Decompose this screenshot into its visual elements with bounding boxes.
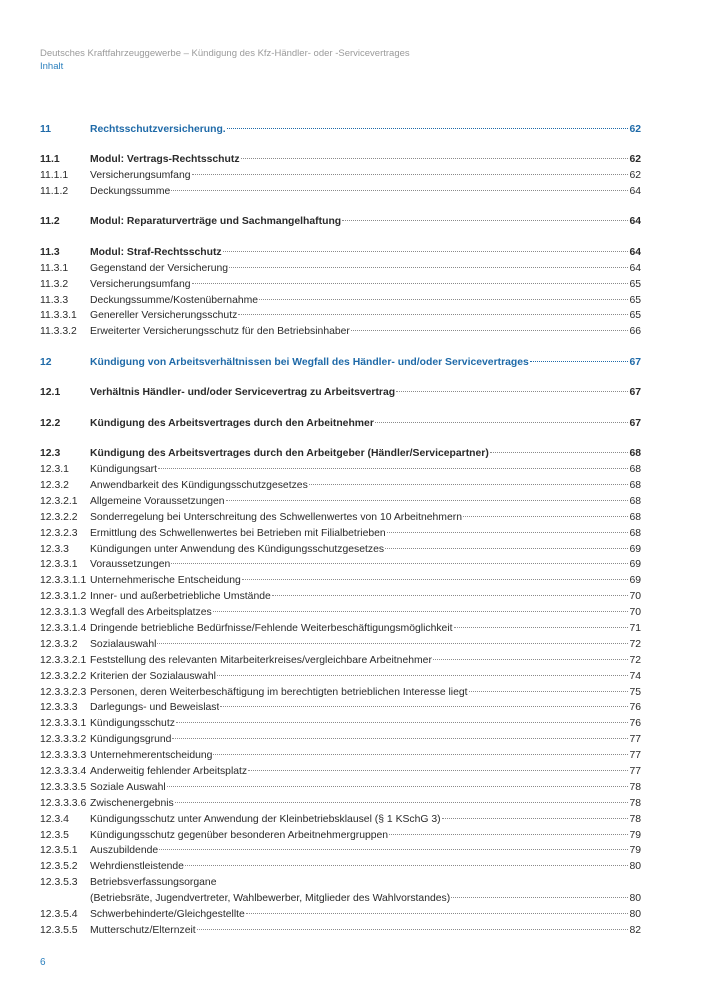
- toc-entry[interactable]: [40, 357, 641, 373]
- toc-entry-page: 71: [629, 623, 641, 635]
- toc-entry-number: 12: [40, 356, 52, 368]
- toc-entry[interactable]: [40, 247, 641, 263]
- toc-entry[interactable]: [40, 216, 641, 232]
- toc-leader-dots: [171, 190, 628, 191]
- toc-entry-number: 12.3.3: [40, 543, 69, 555]
- toc-leader-dots: [175, 802, 629, 803]
- toc-entry-number: 11.3.2: [40, 278, 69, 290]
- toc-entry-title: Rechtsschutzversicherung.: [90, 123, 226, 135]
- toc-entry-title: Wehrdienstleistende: [90, 861, 184, 873]
- toc-entry-title: Soziale Auswahl: [90, 781, 166, 793]
- toc-entry-number: 12.2: [40, 417, 61, 429]
- toc-leader-dots: [185, 865, 628, 866]
- toc-entry[interactable]: [40, 575, 641, 591]
- toc-entry-number: 11.3.3.2: [40, 326, 77, 338]
- toc-entry-page: 80: [629, 893, 641, 905]
- toc-entry[interactable]: [40, 750, 641, 766]
- toc-leader-dots: [197, 929, 629, 930]
- toc-entry[interactable]: [40, 671, 641, 687]
- toc-entry-number: 12.3.2.3: [40, 527, 78, 539]
- toc-entry-page: 62: [629, 154, 641, 166]
- toc-entry[interactable]: [40, 814, 641, 830]
- toc-entry[interactable]: [40, 830, 641, 846]
- toc-entry[interactable]: [40, 464, 641, 480]
- section-label: Inhalt: [40, 61, 64, 72]
- toc-entry[interactable]: [40, 655, 641, 671]
- toc-entry[interactable]: [40, 186, 641, 202]
- toc-entry[interactable]: [40, 544, 641, 560]
- toc-entry-page: 80: [629, 861, 641, 873]
- toc-entry-page: 64: [629, 216, 641, 228]
- toc-leader-dots: [454, 627, 629, 628]
- toc-entry-title: Personen, deren Weiterbeschäftigung im berechtigten betrieblichen Interesse liegt: [90, 686, 468, 698]
- toc-leader-dots: [241, 158, 629, 159]
- toc-entry-number: 12.3.5.2: [40, 861, 78, 873]
- toc-entry-title: Inner- und außerbetriebliche Umstände: [90, 591, 271, 603]
- toc-entry-page: 66: [629, 326, 641, 338]
- toc-entry-title: Kündigungsart: [90, 464, 158, 476]
- toc-entry[interactable]: [40, 702, 641, 718]
- toc-entry-title: Mutterschutz/Elternzeit: [90, 924, 196, 936]
- toc-entry-title: Kündigungsschutz unter Anwendung der Kleinbetriebsklausel (§ 1 KSchG 3): [90, 813, 441, 825]
- toc-leader-dots: [342, 220, 628, 221]
- toc-entry[interactable]: [40, 124, 641, 140]
- toc-entry-page: 67: [629, 356, 641, 368]
- toc-leader-dots: [227, 128, 629, 129]
- toc-entry[interactable]: [40, 639, 641, 655]
- toc-entry-title: Schwerbehinderte/Gleichgestellte: [90, 909, 245, 921]
- toc-entry-title: Allgemeine Voraussetzungen: [90, 495, 225, 507]
- toc-entry[interactable]: [40, 845, 641, 861]
- toc-entry-title: Sozialauswahl: [90, 638, 157, 650]
- toc-entry-page: 64: [629, 246, 641, 258]
- toc-entry-page: 69: [629, 559, 641, 571]
- toc-entry-number: 12.3.3.1.1: [40, 575, 87, 587]
- toc-leader-dots: [167, 786, 629, 787]
- toc-entry-number: 12.3: [40, 448, 61, 460]
- toc-entry-number: 12.3.3.1: [40, 559, 78, 571]
- toc-entry[interactable]: [40, 893, 641, 909]
- toc-entry[interactable]: [40, 718, 641, 734]
- page-header: [40, 47, 410, 73]
- toc-entry-page: 69: [629, 543, 641, 555]
- toc-entry-number: 11.1: [40, 154, 60, 166]
- toc-leader-dots: [220, 706, 628, 707]
- toc-entry-title: Darlegungs- und Beweislast: [90, 702, 220, 714]
- toc-entry-page: 68: [629, 464, 641, 476]
- toc-entry[interactable]: [40, 263, 641, 279]
- toc-leader-dots: [171, 563, 628, 564]
- toc-entry-page: 79: [629, 829, 641, 841]
- toc-entry[interactable]: [40, 798, 641, 814]
- toc-entry-number: 12.3.3.3.4: [40, 766, 87, 778]
- toc-entry-title: Kündigung des Arbeitsvertrages durch den Arbeitnehmer: [90, 417, 374, 429]
- toc-entry-page: 79: [629, 845, 641, 857]
- toc-entry[interactable]: [40, 687, 641, 703]
- toc-leader-dots: [272, 595, 629, 596]
- toc-entry-page: 77: [629, 766, 641, 778]
- toc-entry-number: 12.3.2.2: [40, 511, 78, 523]
- toc-entry[interactable]: [40, 387, 641, 403]
- toc-entry-title: Deckungssumme: [90, 185, 171, 197]
- toc-entry[interactable]: [40, 295, 641, 311]
- toc-leader-dots: [259, 299, 628, 300]
- toc-entry-number: 12.3.5: [40, 829, 69, 841]
- toc-entry-page: 62: [629, 169, 641, 181]
- toc-entry-title: Unternehmerentscheidung: [90, 750, 213, 762]
- toc-entry[interactable]: [40, 448, 641, 464]
- toc-leader-dots: [158, 468, 628, 469]
- toc-entry-number: 12.3.3.2.3: [40, 686, 87, 698]
- toc-entry-number: 11.3.3.1: [40, 310, 77, 322]
- toc-entry[interactable]: [40, 512, 641, 528]
- toc-entry-number: 12.3.3.1.4: [40, 623, 87, 635]
- toc-entry-number: 12.3.5.1: [40, 845, 78, 857]
- toc-entry-number: 12.3.3.2.1: [40, 654, 87, 666]
- toc-entry-number: 12.3.2: [40, 480, 69, 491]
- toc-entry-title: Kündigungsschutz: [90, 718, 175, 730]
- toc-leader-dots: [226, 500, 629, 501]
- toc-entry[interactable]: [40, 480, 641, 496]
- toc-entry-number: 12.3.1: [40, 464, 69, 476]
- toc-leader-dots: [172, 738, 628, 739]
- table-of-contents: [40, 109, 641, 941]
- toc-entry-number: 12.3.4: [40, 813, 69, 825]
- toc-entry-page: 77: [629, 750, 641, 762]
- toc-entry-title: Kündigungsgrund: [90, 734, 172, 746]
- toc-entry-page: 78: [629, 797, 641, 809]
- toc-entry-page: 65: [629, 278, 641, 290]
- toc-leader-dots: [242, 579, 629, 580]
- toc-entry-title: Ermittlung des Schwellenwertes bei Betrieben mit Filialbetrieben: [90, 527, 386, 539]
- toc-entry-title: (Betriebsräte, Jugendvertreter, Wahlbewerber, Mitglieder des Wahlvorstandes): [90, 893, 451, 905]
- toc-entry-page: 68: [629, 511, 641, 523]
- toc-entry-title: Gegenstand der Versicherung: [90, 262, 229, 274]
- toc-entry-page: 72: [629, 638, 641, 650]
- toc-entry-title: Kündigung des Arbeitsvertrages durch den Arbeitgeber (Händler/Servicepartner): [90, 448, 489, 460]
- toc-entry-page: 80: [629, 909, 641, 921]
- toc-entry-title: Versicherungsumfang: [90, 278, 191, 290]
- toc-entry-title: Erweiterter Versicherungsschutz für den Betriebsinhaber: [90, 326, 350, 338]
- toc-entry-page: 64: [629, 185, 641, 197]
- toc-leader-dots: [213, 754, 628, 755]
- toc-entry[interactable]: [40, 326, 641, 342]
- toc-entry-page: 74: [629, 670, 641, 682]
- toc-entry-title: Voraussetzungen: [90, 559, 171, 571]
- toc-leader-dots: [238, 314, 628, 315]
- toc-leader-dots: [351, 330, 629, 331]
- toc-entry-title: Versicherungsumfang: [90, 169, 191, 181]
- toc-entry[interactable]: [40, 528, 641, 544]
- toc-entry[interactable]: [40, 170, 641, 186]
- toc-leader-dots: [387, 532, 629, 533]
- toc-leader-dots: [157, 643, 628, 644]
- toc-entry-number: 12.3.3.3.1: [40, 718, 87, 730]
- toc-entry-page: 78: [629, 781, 641, 793]
- toc-entry-title: Feststellung des relevanten Mitarbeiterkreises/vergleichbare Arbeitnehmer: [90, 654, 432, 666]
- toc-entry[interactable]: [40, 877, 641, 893]
- toc-entry-number: 12.3.3.3.6: [40, 797, 87, 809]
- toc-entry[interactable]: [40, 279, 641, 295]
- toc-entry-page: 68: [629, 448, 641, 460]
- toc-entry-page: 67: [629, 417, 641, 429]
- toc-entry-number: 12.3.3.1.2: [40, 591, 87, 603]
- toc-entry[interactable]: [40, 559, 641, 575]
- toc-entry-number: 11.2: [40, 216, 60, 228]
- toc-leader-dots: [463, 516, 628, 517]
- toc-entry-title: Kündigung von Arbeitsverhältnissen bei Wegfall des Händler- und/oder Servicevertrages: [90, 356, 529, 368]
- toc-entry-number: 12.3.5.3: [40, 877, 78, 889]
- toc-leader-dots: [469, 691, 629, 692]
- toc-entry-number: 12.3.3.3.5: [40, 781, 87, 793]
- toc-entry[interactable]: [40, 310, 641, 326]
- toc-entry-page: 78: [629, 813, 641, 825]
- toc-leader-dots: [385, 548, 628, 549]
- toc-entry-number: 11.3: [40, 246, 60, 258]
- toc-entry[interactable]: [40, 782, 641, 798]
- toc-entry[interactable]: [40, 591, 641, 607]
- toc-entry-title: Deckungssumme/Kostenübernahme: [90, 294, 259, 306]
- toc-entry-page: 76: [629, 702, 641, 714]
- toc-leader-dots: [246, 913, 629, 914]
- toc-entry-page: 68: [629, 495, 641, 507]
- toc-entry-number: 12.3.3.2.2: [40, 670, 87, 682]
- toc-leader-dots: [389, 834, 628, 835]
- toc-entry-number: 12.3.3.3: [40, 702, 78, 714]
- toc-entry-page: 77: [629, 734, 641, 746]
- toc-entry-page: 65: [629, 310, 641, 322]
- toc-entry-title: Anwendbarkeit des Kündigungsschutzgesetzes: [90, 480, 308, 491]
- toc-entry-title: Modul: Straf-Rechtsschutz: [90, 246, 222, 258]
- toc-entry-number: 11.3.1: [40, 262, 69, 274]
- toc-entry-number: 12.3.3.3.3: [40, 750, 87, 762]
- toc-leader-dots: [213, 611, 629, 612]
- toc-leader-dots: [433, 659, 629, 660]
- toc-entry-page: 64: [629, 262, 641, 274]
- toc-entry-number: 12.3.3.3.2: [40, 734, 87, 746]
- toc-entry-title: Kündigungen unter Anwendung des Kündigungsschutzgesetzes: [90, 543, 385, 555]
- toc-leader-dots: [176, 722, 629, 723]
- toc-entry-title: Genereller Versicherungsschutz: [90, 310, 238, 322]
- toc-entry-page: 76: [629, 718, 641, 730]
- toc-entry-title: Zwischenergebnis: [90, 797, 174, 809]
- toc-entry[interactable]: [40, 766, 641, 782]
- toc-entry-page: 68: [629, 480, 641, 491]
- toc-entry-title: Dringende betriebliche Bedürfnisse/Fehlende Weiterbeschäftigungsmöglichkeit: [90, 623, 453, 635]
- toc-entry-title: Auszubildende: [90, 845, 159, 857]
- toc-entry-page: 75: [629, 686, 641, 698]
- toc-entry-page: 82: [629, 924, 641, 936]
- toc-entry-title: Verhältnis Händler- und/oder Servicevertrag zu Arbeitsvertrag: [90, 387, 396, 399]
- toc-leader-dots: [192, 174, 629, 175]
- toc-entry-number: 12.3.2.1: [40, 495, 78, 507]
- toc-entry-number: 12.1: [40, 387, 61, 399]
- toc-entry[interactable]: [40, 734, 641, 750]
- toc-leader-dots: [192, 283, 629, 284]
- page-number: 6: [40, 957, 46, 968]
- toc-entry-number: 11: [40, 123, 51, 135]
- toc-leader-dots: [530, 361, 629, 362]
- toc-entry-number: 12.3.3.2: [40, 638, 78, 650]
- toc-entry-title: Anderweitig fehlender Arbeitsplatz: [90, 766, 248, 778]
- toc-entry-title: Betriebsverfassungsorgane: [90, 877, 217, 889]
- toc-entry-number: 12.3.5.5: [40, 924, 78, 936]
- toc-entry-page: 69: [629, 575, 641, 587]
- toc-leader-dots: [442, 818, 629, 819]
- toc-entry-title: Sonderregelung bei Unterschreitung des Schwellenwertes von 10 Arbeitnehmern: [90, 511, 462, 523]
- toc-entry-title: Modul: Reparaturverträge und Sachmangelhaftung: [90, 216, 342, 228]
- toc-entry-number: 11.1.2: [40, 185, 69, 197]
- toc-entry-page: 72: [629, 654, 641, 666]
- toc-leader-dots: [375, 422, 629, 423]
- toc-entry[interactable]: [40, 623, 641, 639]
- toc-entry-page: 68: [629, 527, 641, 539]
- toc-leader-dots: [217, 675, 629, 676]
- toc-entry-number: 11.1.1: [40, 169, 69, 181]
- toc-entry-page: 62: [629, 123, 641, 135]
- toc-entry-title: Unternehmerische Entscheidung: [90, 575, 241, 587]
- toc-entry-title: Kündigungsschutz gegenüber besonderen Arbeitnehmergruppen: [90, 829, 389, 841]
- toc-leader-dots: [396, 391, 628, 392]
- toc-entry[interactable]: [40, 496, 641, 512]
- toc-entry-page: 65: [629, 294, 641, 306]
- toc-entry-page: 67: [629, 387, 641, 399]
- toc-entry-title: Kriterien der Sozialauswahl: [90, 670, 216, 682]
- toc-entry[interactable]: [40, 607, 641, 623]
- toc-entry-number: 11.3.3: [40, 294, 69, 306]
- toc-entry[interactable]: [40, 925, 641, 941]
- toc-leader-dots: [229, 267, 628, 268]
- toc-leader-dots: [159, 849, 628, 850]
- toc-leader-dots: [223, 251, 629, 252]
- toc-entry-title: Wegfall des Arbeitsplatzes: [90, 607, 212, 619]
- toc-entry[interactable]: [40, 418, 641, 434]
- document-title: Deutsches Kraftfahrzeuggewerbe – Kündigung des Kfz-Händler- oder -Servicevertrages: [40, 48, 410, 59]
- toc-leader-dots: [309, 484, 629, 485]
- toc-entry-number: 12.3.5.4: [40, 909, 78, 921]
- toc-entry-page: 70: [629, 607, 641, 619]
- toc-entry-number: 12.3.3.1.3: [40, 607, 87, 619]
- toc-leader-dots: [248, 770, 628, 771]
- toc-entry[interactable]: [40, 909, 641, 925]
- toc-entry-title: Modul: Vertrags-Rechtsschutz: [90, 154, 240, 166]
- toc-leader-dots: [490, 452, 629, 453]
- toc-entry[interactable]: [40, 154, 641, 170]
- toc-leader-dots: [451, 897, 628, 898]
- toc-entry-page: 70: [629, 591, 641, 603]
- toc-entry[interactable]: [40, 861, 641, 877]
